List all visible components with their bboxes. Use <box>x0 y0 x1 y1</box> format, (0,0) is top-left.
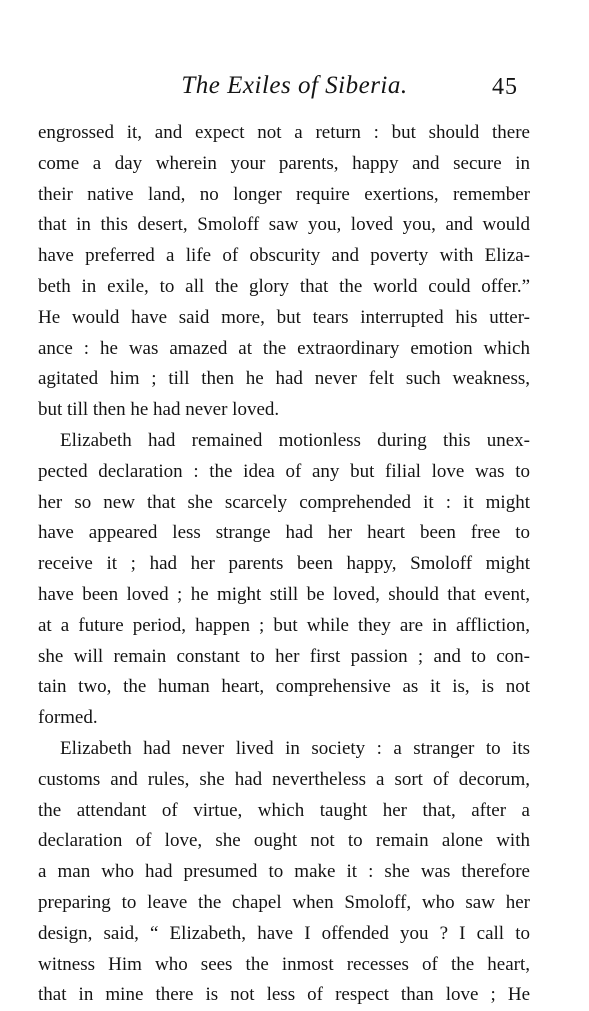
text-line: that in mine there is not less of respect than love ; He <box>38 984 530 1006</box>
text-line: customs and rules, she had nevertheless a sort of decorum, <box>38 768 530 790</box>
text-line: she will remain constant to her first passion ; and to con- <box>38 645 530 667</box>
text-line: at a future period, happen ; but while they are in affliction, <box>38 614 530 636</box>
paragraph-2 <box>38 426 530 734</box>
running-title: The Exiles of Siberia. <box>181 72 408 99</box>
text-line: witness Him who sees the inmost recesses of the heart, <box>38 953 530 975</box>
text-line: their native land, no longer require exertions, remember <box>38 183 530 205</box>
text-line: engrossed it, and expect not a return : but should there <box>38 122 530 143</box>
text-line: agitated him ; till then he had never felt such weakness, <box>38 368 530 390</box>
text-line: preparing to leave the chapel when Smoloff, who saw her <box>38 891 530 913</box>
text-line: her so new that she scarcely comprehended it : it might <box>38 491 530 513</box>
page-number: 45 <box>492 74 518 100</box>
text-line: Elizabeth had remained motionless during this unex- <box>60 429 530 451</box>
text-line: receive it ; had her parents been happy, Smoloff might <box>38 553 530 575</box>
text-line: a man who had presumed to make it : she was therefore <box>38 861 530 883</box>
text-line: formed. <box>38 707 98 729</box>
text-line: Elizabeth had never lived in society : a stranger to its <box>60 737 530 759</box>
text-line: that in this desert, Smoloff saw you, loved you, and would <box>38 214 530 236</box>
text-line: have been loved ; he might still be loved, should that event, <box>38 583 530 605</box>
paragraph-1 <box>38 118 530 426</box>
text-line: beth in exile, to all the glory that the world could offer.” <box>38 275 530 297</box>
text-line: declaration of love, she ought not to remain alone with <box>38 830 530 852</box>
running-head <box>0 72 589 106</box>
text-line: ance : he was amazed at the extraordinary emotion which <box>38 337 530 359</box>
text-line: tain two, the human heart, comprehensive as it is, is not <box>38 676 530 698</box>
text-line: but till then he had never loved. <box>38 399 280 421</box>
text-line: pected declaration : the idea of any but filial love was to <box>38 460 530 482</box>
text-line: have appeared less strange had her heart been free to <box>38 522 530 544</box>
paragraph-3 <box>38 734 530 1011</box>
text-line: design, said, “ Elizabeth, have I offended you ? I call to <box>38 922 530 944</box>
text-line: have preferred a life of obscurity and poverty with Eliza- <box>38 245 530 267</box>
text-line: He would have said more, but tears interrupted his utter- <box>38 306 530 328</box>
text-line: the attendant of virtue, which taught her that, after a <box>38 799 530 821</box>
text-line: come a day wherein your parents, happy and secure in <box>38 152 530 174</box>
body-text <box>38 118 530 1011</box>
